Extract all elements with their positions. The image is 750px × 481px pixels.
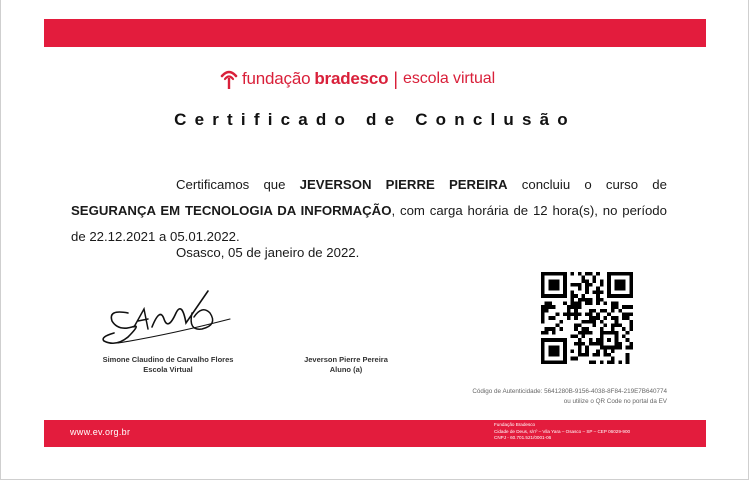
authenticity-code: Código de Autenticidade: 5641280B-9156-4038-8F84-219E7B640774 (472, 388, 667, 395)
logo-separator: | (393, 68, 399, 89)
authenticity-info (472, 387, 667, 407)
qr-code[interactable] (541, 272, 633, 364)
footer-cnpj: CNPJ - 60.701.521/0001-06 (494, 435, 552, 441)
director-signature (98, 283, 238, 355)
logo-bradesco-text: bradesco (314, 69, 389, 88)
course-name: SEGURANÇA EM TECNOLOGIA DA INFORMAÇÃO (71, 203, 392, 218)
footer-address (494, 422, 630, 442)
qr-instruction: ou utilize o QR Code no portal da EV (563, 398, 667, 405)
certificate-title: Certificado de Conclusão (174, 110, 576, 129)
course-details: , com carga horária de 12 hora(s), no período de 22.12.2021 a 05.01.2022. (71, 203, 667, 244)
director-role: Escola Virtual (143, 365, 193, 374)
website-link[interactable]: www.ev.org.br (70, 427, 131, 437)
certificate-body (71, 172, 667, 250)
student-signature-block (286, 355, 406, 375)
student-name: JEVERSON PIERRE PEREIRA (299, 177, 508, 192)
place-date: Osasco, 05 de janeiro de 2022. (176, 245, 360, 260)
student-role: Aluno (a) (329, 365, 363, 374)
bradesco-tree-icon (219, 67, 239, 91)
course-prefix: concluiu o curso de (521, 177, 667, 192)
logo-escola-text: escola virtual (403, 70, 496, 87)
footer-band (44, 420, 706, 447)
director-signature-block (88, 355, 248, 375)
footer-org: Fundação Bradesco (494, 422, 536, 427)
top-red-band (44, 19, 706, 47)
director-name: Simone Claudino de Carvalho Flores (102, 355, 234, 364)
logo-fundacao-text: fundação (242, 69, 311, 88)
logo (219, 64, 519, 94)
footer-street: Cidade de Deus, s/nº – Vila Yara – Osasco – SP – CEP 06029-900 (494, 428, 631, 434)
body-intro: Certificamos que (176, 177, 286, 192)
signature-student-name: Jeverson Pierre Pereira (304, 355, 388, 364)
